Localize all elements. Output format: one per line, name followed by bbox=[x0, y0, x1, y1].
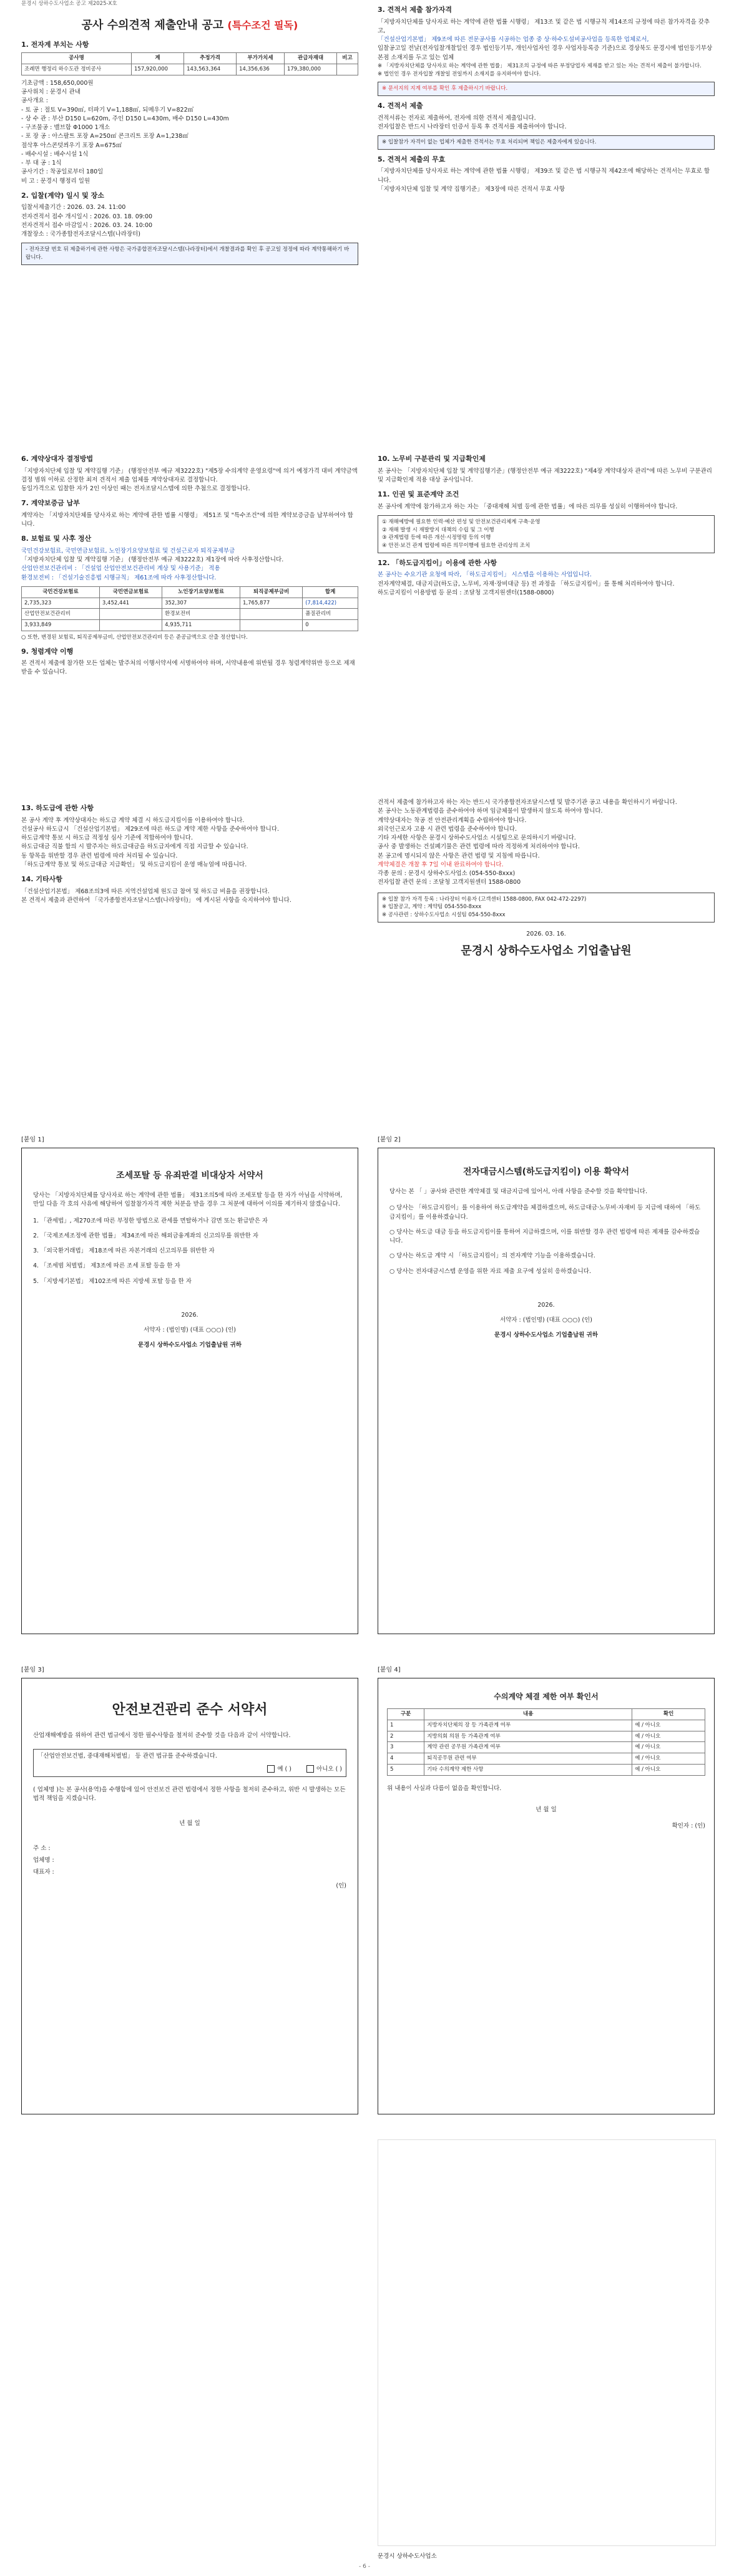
document-page-5 bbox=[0, 1659, 729, 2133]
section-11-heading: 11. 인권 및 표준계약 조건 bbox=[378, 490, 459, 498]
list-item: 1. 「관세법」, 제270조에 따른 부정한 방법으로 관세를 면탈하거나 감면 또는 환급받은 자 bbox=[33, 1217, 268, 1224]
list-item: ③ 관계법령 등에 따른 개선·시정명령 등의 이행 bbox=[382, 535, 491, 541]
table-header: 부가가치세 bbox=[237, 53, 285, 64]
table-row bbox=[22, 609, 358, 620]
table-cell bbox=[99, 620, 162, 631]
page3-contacts bbox=[378, 893, 715, 922]
page1-left-column bbox=[21, 0, 358, 265]
list-item: ○ 당사는 하도급 계약 시 「하도급지킴이」의 전자계약 기능을 이용하겠습니다. bbox=[389, 1252, 595, 1260]
section-8-items bbox=[21, 547, 358, 583]
list-item: ② 재해 발생 시 재발방지 대책의 수립 및 그 이행 bbox=[382, 526, 494, 533]
document-page-4 bbox=[0, 1129, 729, 1659]
page6-blank-area bbox=[378, 2139, 716, 2546]
list-item: 하도급계약 통보 시 하도급 적정성 심사 기준에 적합하여야 합니다. bbox=[21, 835, 193, 841]
table-cell bbox=[99, 609, 162, 620]
table-header: 관급자재대 bbox=[284, 53, 336, 64]
section-14-items bbox=[21, 888, 358, 906]
attachment-3-box bbox=[21, 1678, 358, 2114]
list-item: - 상 수 관 : 부산 D150 L=620m, 주인 D150 L=430m, 배수 D150 L=430m bbox=[21, 115, 229, 122]
list-item: 전자입찰 관련 문의 : 조달청 고객지원센터 1588-0800 bbox=[378, 879, 521, 886]
section-9-text: 본 견적서 제출에 참가한 모든 업체는 발주처의 이행서약서에 서명하여야 하며, 서약내용에 위반될 경우 청렴계약위반 등으로 제재받을 수 있습니다. bbox=[21, 660, 355, 676]
attachment-1-intro: 당사는 「지방자치단체를 당사자로 하는 계약에 관한 법률」 제31조의5에 따라 조세포탈 등을 한 자가 아님을 서약하며, 만일 다음 각 호의 사유에 해당하여 입찰참가자격 제한 처분을 받을 경우 그 처분에 대하여 이의를 제기하지 않겠습니다. bbox=[33, 1192, 343, 1208]
table-cell: 3 bbox=[388, 1742, 424, 1753]
page2-left-column bbox=[21, 449, 358, 677]
attachment-3-fields bbox=[33, 1842, 346, 1878]
page6-footer-page: - 6 - bbox=[359, 2564, 370, 2570]
table-header: 추정가격 bbox=[184, 53, 237, 64]
list-item: 외국인근로자 고용 시 관련 법령을 준수하여야 합니다. bbox=[378, 825, 517, 833]
contact-line: ※ 입찰공고, 계약 : 계약팀 054-550-8xxx bbox=[382, 904, 482, 911]
section-8-note: ○ 또한, 변경된 보험료, 퇴직공제부금비, 산업안전보건관리비 등은 준공금액으로 산출 정산합니다. bbox=[21, 634, 248, 641]
list-item: 입찰공고일 전날(전자입찰개찰일인 경우 법인등기부, 개인사업자인 경우 사업자등록증 기준)으로 경상북도 문경시에 법인등기부상 본점 소재지를 두고 있는 업체 bbox=[378, 45, 713, 61]
table-header: 국민연금보험료 bbox=[99, 586, 162, 598]
page1-right-column bbox=[378, 0, 715, 194]
page1-header: 문경시 상하수도사업소 공고 제2025-X호 bbox=[21, 1, 117, 7]
section-8-heading: 8. 보험료 및 사후 정산 bbox=[21, 535, 92, 543]
section-2-note: - 전자조달 번호 뒤 제출하기에 관한 사항은 국가종합전자조달시스템(나라장터)에서 개찰결과를 확인 후 공고일 정정에 따라 계약통해하기 바랍니다. bbox=[21, 243, 358, 265]
list-item: 「건설산업기본법」 제9조에 따른 전문공사를 시공하는 업종 중 상·하수도설비공사업을 등록한 업체로서, bbox=[378, 36, 649, 43]
attachment-3-options bbox=[37, 1765, 342, 1774]
field-line: 업체명 : bbox=[33, 1856, 54, 1864]
section-1-heading: 1. 전자계 부치는 사항 bbox=[21, 40, 89, 49]
table-cell: 기타 수의계약 제한 사항 bbox=[424, 1764, 632, 1775]
list-item: 공사위치 : 문경시 관내 bbox=[21, 89, 81, 95]
list-item: 기타 자세한 사항은 문경시 상하수도사업소 시설팀으로 문의하시기 바랍니다. bbox=[378, 835, 576, 841]
list-item: 본 공사는 노동관계법령을 준수하여야 하며 임금체불이 발생하지 않도록 하여야 합니다. bbox=[378, 808, 603, 815]
table-row bbox=[388, 1742, 705, 1753]
table-cell: 환경보전비 bbox=[162, 609, 240, 620]
list-item: - 구조물공 : 밸브함 Φ1000 1개소 bbox=[21, 124, 110, 131]
list-item: 「지방자치단체를 당사자로 하는 계약에 관한 법률 시행령」 제39조 및 같은 법 시행규칙 제42조에 해당하는 견적서는 무효로 합니다. bbox=[378, 168, 710, 184]
table-cell: 4 bbox=[388, 1753, 424, 1765]
field-line: 주 소 : bbox=[33, 1844, 51, 1852]
section-3-heading: 3. 견적서 제출 참가자격 bbox=[378, 6, 452, 14]
table-row bbox=[388, 1764, 705, 1775]
page2-right-column bbox=[378, 449, 715, 598]
attachment-3-seal: (인) bbox=[336, 1882, 346, 1889]
section-12-heading: 12. 「하도급지킴이」이용에 관한 사항 bbox=[378, 558, 497, 567]
attachment-3-date: 년 월 일 bbox=[179, 1820, 200, 1828]
page3-date: 2026. 03. 16. bbox=[526, 930, 566, 937]
table-cell: 조례면 행정리 하수도관 정비공사 bbox=[22, 64, 132, 75]
attachment-4-footer: 위 내용이 사실과 다름이 없음을 확인합니다. bbox=[387, 1784, 502, 1792]
list-item: 하도급대금 직불 합의 시 발주자는 하도급대금을 하도급자에게 직접 지급할 수 있습니다. bbox=[21, 843, 248, 851]
section-2-heading: 2. 입찰(계약) 일시 및 장소 bbox=[21, 191, 104, 200]
document-page-2 bbox=[0, 449, 729, 798]
attachment-4-table bbox=[387, 1708, 705, 1776]
attachment-1-list bbox=[33, 1217, 346, 1286]
section-10-heading: 10. 노무비 구분관리 및 지급확인제 bbox=[378, 455, 486, 463]
list-item: 국민건강보험료, 국민연금보험료, 노인장기요양보험료 및 건설근로자 퇴직공제부금 bbox=[21, 547, 235, 554]
table-header: 노인장기요양보험료 bbox=[162, 586, 240, 598]
list-item: 환경보전비 : 「건설기술진흥법 시행규칙」 제61조에 따라 사후정산합니다. bbox=[21, 574, 217, 581]
table-header: 국민건강보험료 bbox=[22, 586, 100, 598]
table-cell: 179,380,000 bbox=[284, 64, 336, 75]
attachment-2-date: 2026. bbox=[537, 1301, 555, 1309]
table-row bbox=[22, 598, 358, 609]
section-5-items bbox=[378, 167, 715, 194]
attachment-3-caption: [붙임 3] bbox=[21, 1667, 44, 1673]
table-header: 합계 bbox=[303, 586, 358, 598]
page3-issuer: 문경시 상하수도사업소 기업출납원 bbox=[461, 944, 632, 957]
list-item: 하도급지킴이 이용방법 등 문의 : 조달청 고객지원센터(1588-0800) bbox=[378, 589, 554, 596]
list-item: - 포 장 공 : 아스팔트 포장 A=250㎡ 콘크리트 포장 A=1,238㎡ bbox=[21, 133, 188, 140]
table-cell: 산업안전보건관리비 bbox=[22, 609, 100, 620]
table-cell: 352,307 bbox=[162, 598, 240, 609]
attachment-3-body: ( 업체명 )는 본 공사(용역)을 수행함에 있어 안전보건 관련 법령에서 정한 사항을 철저히 준수하고, 위반 시 발생하는 모든 법적 책임을 지겠습니다. bbox=[33, 1786, 346, 1802]
list-item: - 토 공 : 절토 V=390㎥, 터파기 V=1,188㎥, 되메우기 V=822㎥ bbox=[21, 106, 194, 114]
list-item: ※ 「지방자치단체를 당사자로 하는 계약에 관한 법률」 제31조의 규정에 따른 부정당업자 제재를 받고 있는 자는 견적서 제출이 불가합니다. bbox=[378, 62, 702, 69]
table-cell: 2 bbox=[388, 1731, 424, 1742]
list-item: 입찰서제출기간 : 2026. 03. 24. 11:00 bbox=[21, 204, 126, 211]
field-line: 대표자 : bbox=[33, 1868, 54, 1876]
attachment-1-date: 2026. bbox=[181, 1311, 198, 1319]
section-4-heading: 4. 견적서 제출 bbox=[378, 102, 423, 110]
list-item: 「하도급계약 통보 및 하도급대금 지급확인」 및 하도급지킴이 운영 매뉴얼에 따릅니다. bbox=[21, 861, 247, 868]
table-cell: 0 bbox=[303, 620, 358, 631]
list-item: 「건설산업기본법」 제68조의3에 따른 지역건설업체 원도급 참여 및 하도급 비율을 권장합니다. bbox=[21, 888, 270, 895]
list-item: 5. 「지방세기본법」 제102조에 따른 지방세 포탈 등을 한 자 bbox=[33, 1277, 192, 1285]
page6-footer-note: 문경시 상하수도사업소 bbox=[378, 2553, 437, 2560]
table-cell: 2,735,323 bbox=[22, 598, 100, 609]
document-page-3 bbox=[0, 798, 729, 1129]
table-cell: 4,935,711 bbox=[162, 620, 240, 631]
section-11-text: 본 공사에 계약에 참가하고자 하는 자는 「중대재해 처벌 등에 관한 법률」에 따른 의무를 성실히 이행하여야 합니다. bbox=[378, 503, 678, 510]
list-item: 「지방자치단체를 당사자로 하는 계약에 관한 법률 시행령」 제13조 및 같은 법 시행규칙 제14조의 규정에 따른 참가자격을 갖추고, bbox=[378, 18, 710, 34]
section-7-heading: 7. 계약보증금 납부 bbox=[21, 499, 80, 508]
section-6-heading: 6. 계약상대자 결정방법 bbox=[21, 455, 94, 463]
list-item: ○ 당사는 하도급 대금 등을 하도급지킴이를 통하여 지급하겠으며, 이를 위반할 경우 관련 법령에 따른 제재를 감수하겠습니다. bbox=[389, 1228, 700, 1244]
table-cell: 예 / 아니오 bbox=[632, 1753, 705, 1765]
option-no: 아니오 ( ) bbox=[316, 1765, 342, 1773]
table-cell: 예 / 아니오 bbox=[632, 1764, 705, 1775]
table-cell: 3,452,441 bbox=[99, 598, 162, 609]
option-yes: 예 ( ) bbox=[277, 1765, 291, 1773]
attachment-4-sign: 확인자 : (인) bbox=[672, 1823, 705, 1829]
section-6-text: 「지방자치단체 입찰 및 계약집행 기준」 (행정안전부 예규 제3222호) "제5장 수의계약 운영요령"에 의거 예정가격 대비 계약금액 결정 범위 이하로 산정한 최저 견적서 제출 업체를 계약상대자로 결정합니다. bbox=[21, 467, 358, 483]
page3-right-items bbox=[378, 798, 715, 888]
page1-title-main: 공사 수의견적 제출안내 공고 bbox=[81, 18, 224, 32]
list-item: ④ 안전·보건 관계 법령에 따른 의무이행에 필요한 관리상의 조치 bbox=[382, 543, 531, 549]
list-item: ① 재해예방에 필요한 인력·예산 편성 및 안전보건관리체계 구축·운영 bbox=[382, 518, 541, 525]
section-6-sub: 동일가격으로 입찰한 자가 2인 이상인 때는 전자조달시스템에 의한 추첨으로 결정합니다. bbox=[21, 485, 250, 492]
attachment-3-title: 안전보건관리 준수 서약서 bbox=[112, 1702, 268, 1718]
contact-line: ※ 입찰 참가 자격 등록 : 나라장터 이용자 (고객센터 1588-0800, FAX 042-472-2297) bbox=[382, 896, 587, 903]
table-row bbox=[388, 1753, 705, 1765]
list-item: 견적서 제출에 참가하고자 하는 자는 반드시 국가종합전자조달시스템 및 발주기관 공고 내용을 확인하시기 바랍니다. bbox=[378, 799, 677, 806]
attachment-4-caption: [붙임 4] bbox=[378, 1667, 401, 1673]
list-item: 공사기간 : 착공일로부터 180일 bbox=[21, 168, 104, 176]
list-item: 개찰장소 : 국가종합전자조달시스템(나라장터) bbox=[21, 231, 141, 238]
checkbox[interactable] bbox=[267, 1765, 275, 1773]
section-4-items bbox=[378, 114, 715, 132]
list-item: 본 공고에 명시되지 않은 사항은 관련 법령 및 지침에 따릅니다. bbox=[378, 852, 540, 859]
list-item: 2. 「국제조세조정에 관한 법률」 제34조에 따른 해외금융계좌의 신고의무를 위반한 자 bbox=[33, 1232, 258, 1239]
list-item: 3. 「외국환거래법」 제18조에 따른 자본거래의 신고의무를 위반한 자 bbox=[33, 1247, 215, 1254]
table-cell: 1,765,877 bbox=[240, 598, 303, 609]
table-cell: 퇴직공무원 관련 여부 bbox=[424, 1753, 632, 1765]
section-11-list bbox=[378, 515, 715, 553]
attachment-1-title: 조세포탈 등 유죄판결 비대상자 서약서 bbox=[116, 1171, 263, 1181]
list-item: 공사개요 : bbox=[21, 97, 48, 105]
attachment-4-date: 년 월 일 bbox=[536, 1806, 557, 1813]
list-item: 산업안전보건관리비 : 「건설업 산업안전보건관리비 계상 및 사용기준」 적용 bbox=[21, 565, 220, 573]
attachment-3-question: 「산업안전보건법, 중대재해처벌법」 등 관련 법규를 준수하겠습니다. bbox=[37, 1753, 217, 1760]
page1-title-highlight: (특수조건 필독) bbox=[227, 19, 298, 31]
table-header: 퇴직공제부금비 bbox=[240, 586, 303, 598]
table-cell: (7,814,422) bbox=[303, 598, 358, 609]
list-item: 절삭후 아스콘덧씌우기 포장 A=675㎡ bbox=[21, 142, 122, 149]
attachment-3-question-box bbox=[33, 1749, 346, 1777]
checkbox[interactable] bbox=[306, 1765, 314, 1773]
table-cell bbox=[337, 64, 358, 75]
section-12-items bbox=[378, 571, 715, 598]
contact-line: ※ 공사관련 : 상하수도사업소 시설팀 054-550-8xxx bbox=[382, 912, 506, 918]
table-cell: 예 / 아니오 bbox=[632, 1731, 705, 1742]
list-item: - 배수시설 : 배수시설 1식 bbox=[21, 150, 89, 158]
section-8-table-header-row bbox=[22, 586, 358, 598]
table-header: 구분 bbox=[388, 1709, 424, 1720]
table-cell: 지방자치단체의 장 등 가족관계 여부 bbox=[424, 1720, 632, 1731]
table-header: 내용 bbox=[424, 1709, 632, 1720]
attachment-4-table-header-row bbox=[388, 1709, 705, 1720]
list-item: 본 공사는 수요기관 요청에 따라, 「하도급지킴이」 시스템을 이용하는 사업입니다. bbox=[378, 571, 592, 579]
list-item: - 부 대 공 : 1식 bbox=[21, 160, 62, 167]
attachment-2-box bbox=[378, 1148, 715, 1634]
list-item: 기초금액 : 158,650,000원 bbox=[21, 79, 94, 87]
table-header: 비고 bbox=[337, 53, 358, 64]
document-page-1 bbox=[0, 0, 729, 449]
table-header: 공사명 bbox=[22, 53, 132, 64]
table-cell: 예 / 아니오 bbox=[632, 1742, 705, 1753]
page3-left-column bbox=[21, 798, 358, 905]
list-item: 전자입찰은 반드시 나라장터 인증서 등록 후 견적서를 제출하여야 합니다. bbox=[378, 123, 567, 130]
attachment-1-to: 문경시 상하수도사업소 기업출납원 귀하 bbox=[138, 1342, 242, 1349]
section-14-heading: 14. 기타사항 bbox=[21, 875, 62, 883]
list-item: 동 항목을 위반할 경우 관련 법령에 따라 처리될 수 있습니다. bbox=[21, 852, 178, 859]
table-row bbox=[388, 1731, 705, 1742]
table-cell: 품질관리비 bbox=[303, 609, 358, 620]
table-cell: 157,920,000 bbox=[132, 64, 184, 75]
table-cell: 3,933,849 bbox=[22, 620, 100, 631]
list-item: 4. 「조세범 처벌법」 제3조에 따른 조세 포탈 등을 한 자 bbox=[33, 1262, 180, 1270]
section-3-items bbox=[378, 18, 715, 79]
list-item: ○ 당사는 「하도급지킴이」를 이용하여 하도급계약을 체결하겠으며, 하도급대금·노무비·자재비 등 지급에 대하여 「하도급지킴이」를 이용하겠습니다. bbox=[389, 1204, 701, 1221]
attachment-2-intro: 당사는 본 「 」공사와 관련한 계약체결 및 대금지급에 있어서, 아래 사항을 준수할 것을 확약합니다. bbox=[389, 1188, 648, 1195]
table-row bbox=[22, 620, 358, 631]
section-5-heading: 5. 견적서 제출의 무효 bbox=[378, 155, 446, 163]
table-cell: 지방의회 의원 등 가족관계 여부 bbox=[424, 1731, 632, 1742]
document-page-6 bbox=[0, 2133, 729, 2576]
table-header: 계 bbox=[132, 53, 184, 64]
attachment-2-title: 전자대금시스템(하도급지킴이) 이용 확약서 bbox=[463, 1167, 629, 1177]
list-item: ※ 법인인 경우 전자입찰 개찰일 전일까지 소재지를 유지하여야 합니다. bbox=[378, 70, 541, 77]
attachment-3-intro: 산업재해예방을 위하여 관련 법규에서 정한 필수사항을 철저히 준수할 것을 다음과 같이 서약합니다. bbox=[33, 1732, 291, 1739]
section-8-table bbox=[21, 586, 358, 631]
list-item: 계약체결은 개찰 후 7일 이내 완료하여야 합니다. bbox=[378, 861, 504, 868]
table-cell: 143,563,364 bbox=[184, 64, 237, 75]
list-item: 전자계약체결, 대금지급(하도급, 노무비, 자재·장비대금 등) 전 과정을 「하도급지킴이」를 통해 처리하여야 합니다. bbox=[378, 580, 675, 588]
section-1-table-header-row bbox=[22, 53, 358, 64]
section-7-text: 계약자는 「지방자치단체를 당사자로 하는 계약에 관한 법률 시행령」 제51조 및 "특수조건"에 의한 계약보증금을 납부하여야 합니다. bbox=[21, 511, 353, 528]
section-1-bullets bbox=[21, 79, 358, 186]
section-1-table bbox=[21, 52, 358, 75]
section-13-heading: 13. 하도급에 관한 사항 bbox=[21, 804, 94, 812]
list-item: 견적서류는 전자로 제출하여, 전자에 의한 견적서 제출입니다. bbox=[378, 114, 536, 122]
section-10-text: 본 공사는 「지방자치단체 입찰 및 계약집행기준」(행정안전부 예규 제3222호) "제4장 계약대상자 관리"에 따른 노무비 구분관리 및 지급확인제 적용 대상 공사입니다. bbox=[378, 467, 712, 483]
list-item: 공사 중 발생하는 건설폐기물은 관련 법령에 따라 적정하게 처리하여야 합니다. bbox=[378, 843, 580, 851]
table-cell: 5 bbox=[388, 1764, 424, 1775]
attachment-2-to: 문경시 상하수도사업소 기업출납원 귀하 bbox=[494, 1332, 598, 1339]
section-13-items bbox=[21, 816, 358, 870]
attachment-1-sign: 서약자 : (법인명) (대표 ○○○) (인) bbox=[144, 1327, 236, 1334]
table-cell bbox=[240, 620, 303, 631]
attachment-4-title: 수의계약 체결 제한 여부 확인서 bbox=[494, 1692, 599, 1701]
list-item: 건설공사 하도급시 「건설산업기본법」 제29조에 따른 하도급 계약 제한 사항을 준수하여야 합니다. bbox=[21, 825, 280, 833]
list-item: 계약상대자는 착공 전 안전관리계획을 수립하여야 합니다. bbox=[378, 816, 527, 824]
list-item: 전자견적서 접수 마감일시 : 2026. 03. 24. 10:00 bbox=[21, 221, 153, 229]
attachment-2-caption: [붙임 2] bbox=[378, 1136, 401, 1143]
section-3-warning: ※ 문서지의 지계 여부를 확인 후 제출하시기 바랍니다. bbox=[378, 82, 715, 96]
table-cell: 계약 관련 공무원 가족관계 여부 bbox=[424, 1742, 632, 1753]
list-item: 전자견적서 접수 개시일시 : 2026. 03. 18. 09:00 bbox=[21, 213, 153, 220]
table-cell: 14,356,636 bbox=[237, 64, 285, 75]
list-item: ○ 당사는 전자대금시스템 운영을 위한 자료 제출 요구에 성실히 응하겠습니다. bbox=[389, 1267, 591, 1275]
attachment-1-box bbox=[21, 1148, 358, 1634]
attachment-1-caption: [붙임 1] bbox=[21, 1136, 44, 1143]
table-header: 확인 bbox=[632, 1709, 705, 1720]
table-cell bbox=[240, 609, 303, 620]
list-item: 비 고 : 문경시 행정리 일원 bbox=[21, 177, 91, 185]
attachment-2-sign: 서약자 : (법인명) (대표 ○○○) (인) bbox=[500, 1317, 592, 1324]
section-9-heading: 9. 청렴계약 이행 bbox=[21, 647, 74, 656]
attachment-2-list bbox=[389, 1204, 703, 1276]
section-1-table-row bbox=[22, 64, 358, 75]
page1-title bbox=[21, 17, 358, 34]
attachment-4-box bbox=[378, 1678, 715, 2114]
section-2-items bbox=[21, 203, 358, 239]
list-item: 「지방자치단체 입찰 및 계약 집행기준」 제3장에 따른 견적서 무효 사항 bbox=[378, 185, 565, 193]
section-4-note: ※ 입찰참가 자격이 없는 업체가 제출한 견적서는 무효 처리되며 책임은 제출자에게 있습니다. bbox=[378, 135, 715, 150]
page3-right-column bbox=[378, 798, 715, 959]
list-item: 「지방자치단체 입찰 및 계약집행 기준」 (행정안전부 예규 제3222호) 제1장에 따라 사후정산합니다. bbox=[21, 556, 284, 563]
list-item: 본 견적서 제출과 관련하여 「국가종합전자조달시스템(나라장터)」 에 게시된 사항을 숙지하여야 합니다. bbox=[21, 896, 291, 904]
table-cell: 1 bbox=[388, 1720, 424, 1731]
table-cell: 예 / 아니오 bbox=[632, 1720, 705, 1731]
table-row bbox=[388, 1720, 705, 1731]
list-item: 본 공사 계약 후 계약상대자는 하도급 계약 체결 시 하도급지킴이를 이용하여야 합니다. bbox=[21, 816, 245, 824]
list-item: 각종 문의 : 문경시 상하수도사업소 (054-550-8xxx) bbox=[378, 870, 516, 877]
